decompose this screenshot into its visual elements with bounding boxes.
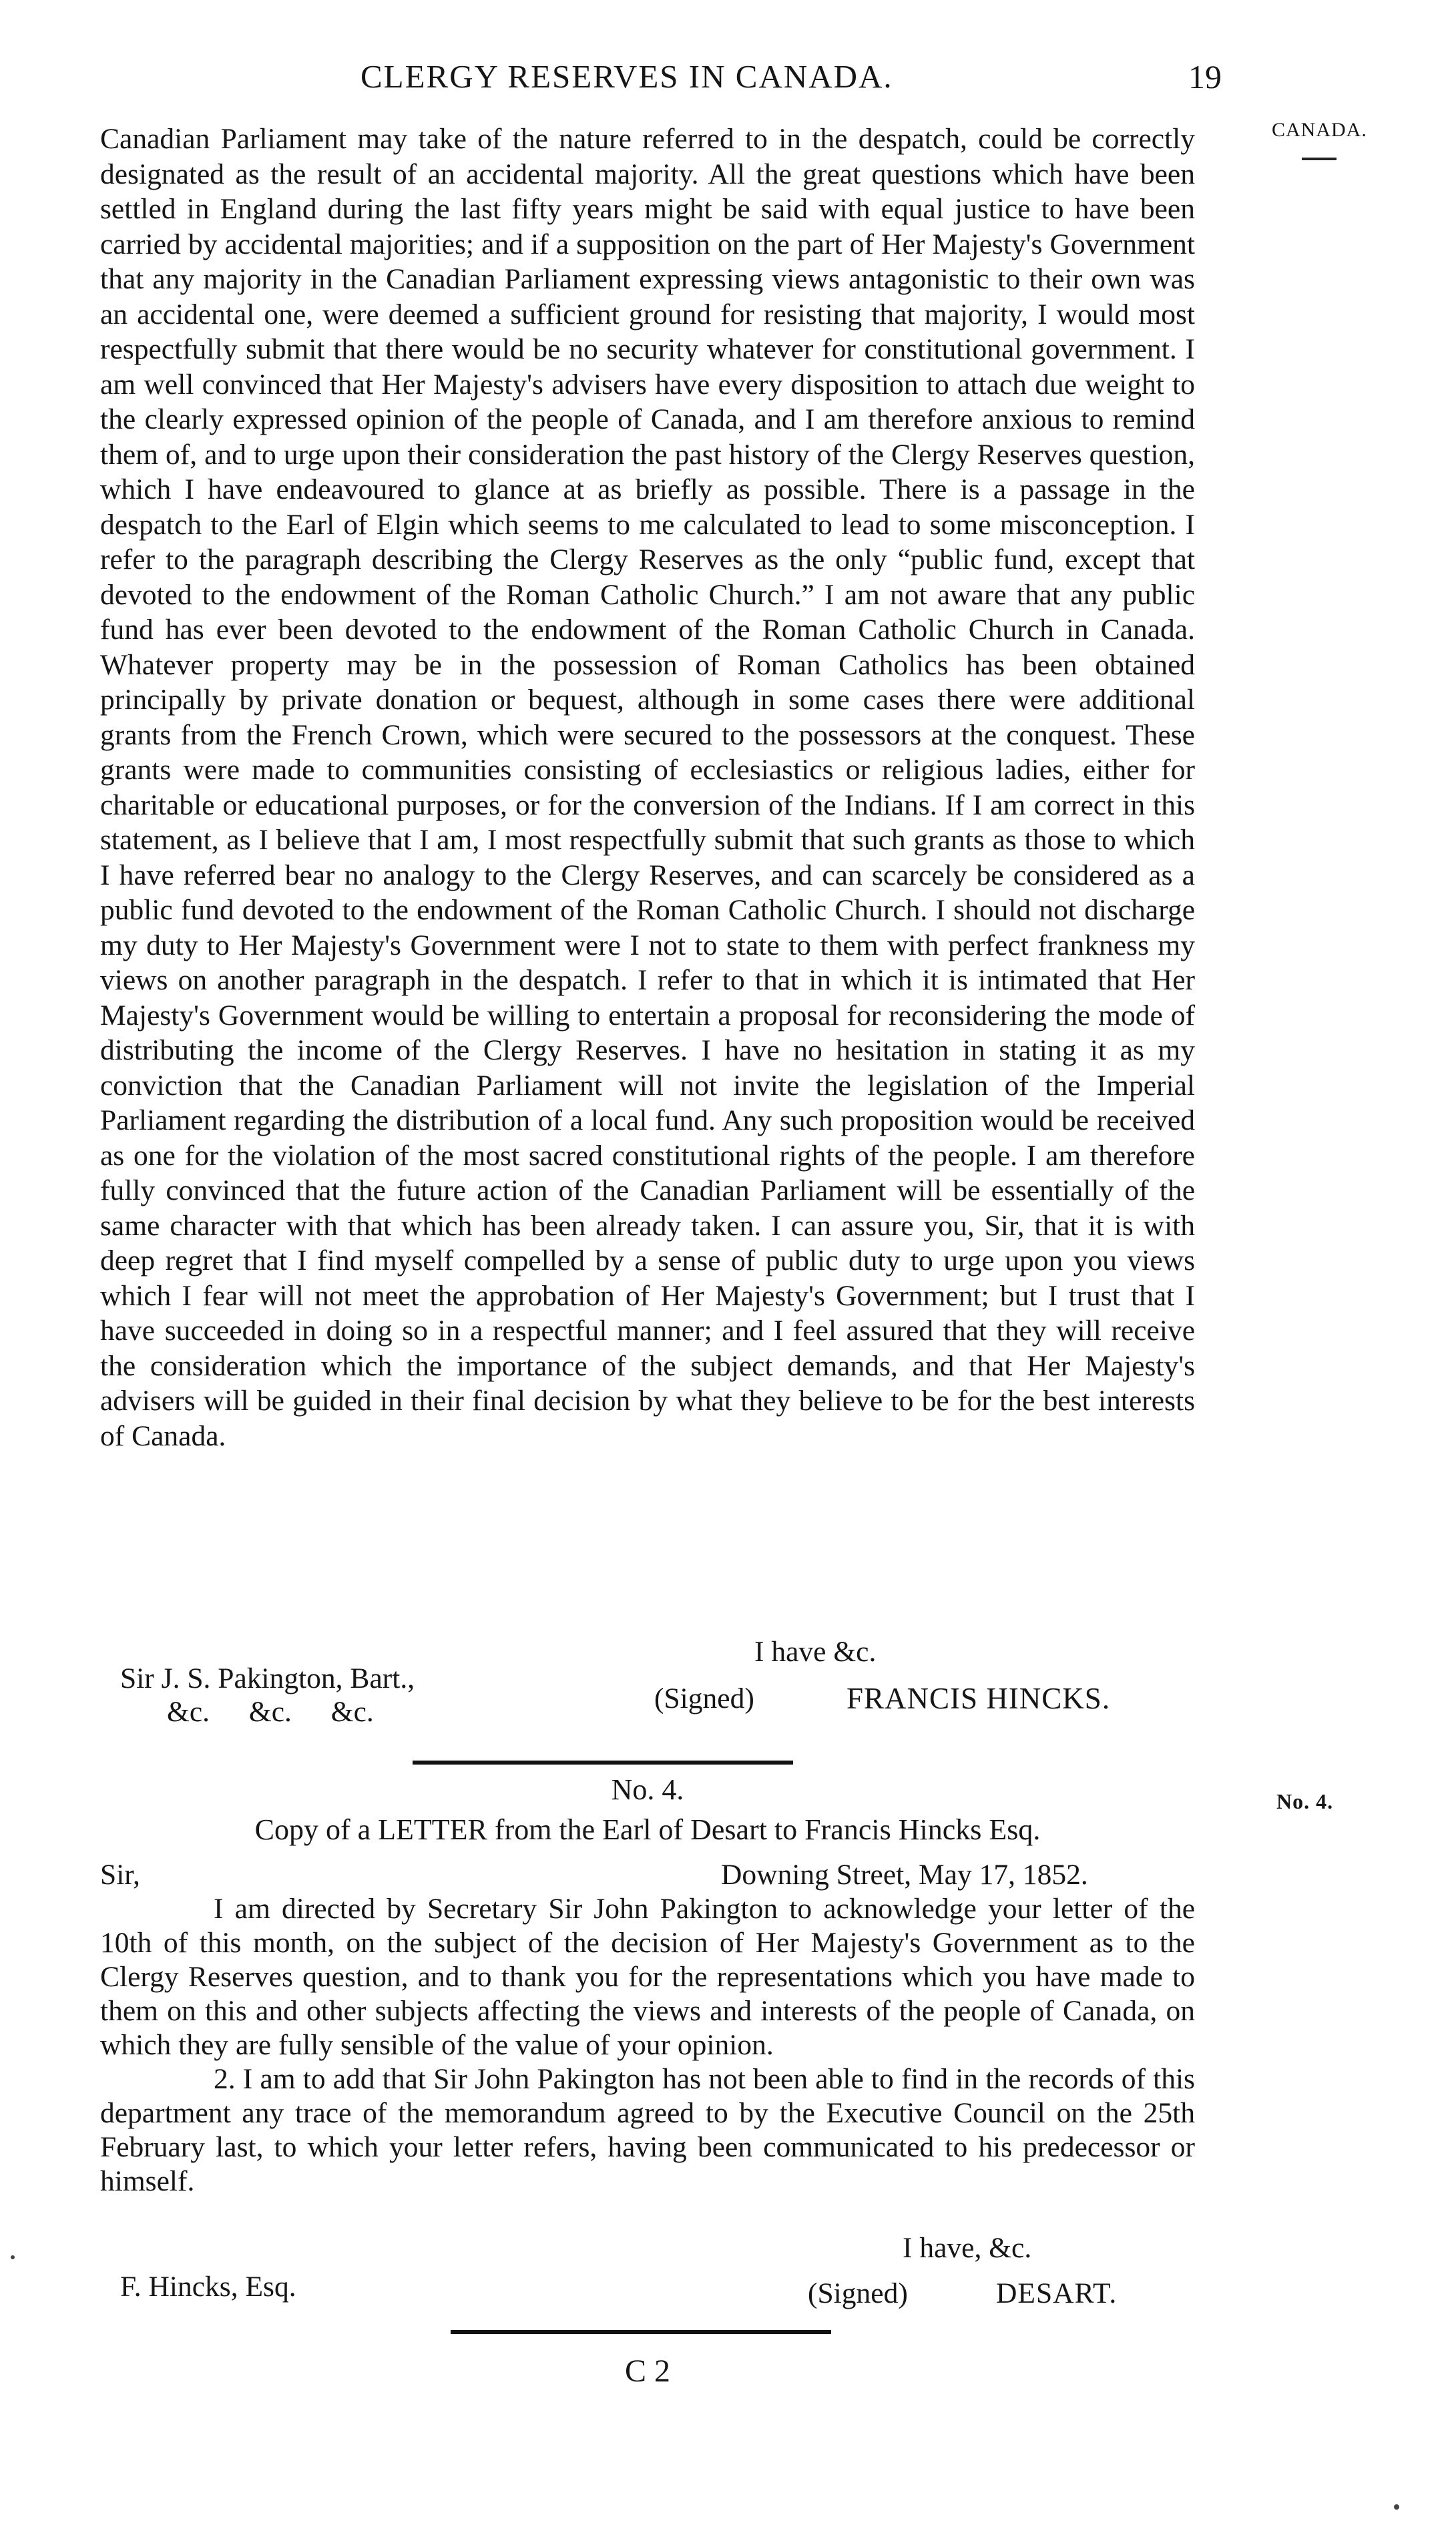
printer-signature-mark: C 2 <box>624 2353 670 2389</box>
margin-note-canada: CANADA. <box>1272 119 1367 141</box>
letter-two-salutation: Sir, <box>100 1859 140 1891</box>
letter-one-signer: FRANCIS HINCKS. <box>846 1682 1111 1715</box>
letter-two-paragraph-1: I am directed by Secretary Sir John Pakington to acknowledge your letter of the 10th of this month, on the subject of the decision of Her Majesty's Government as to the Clergy Reserves question, and to thank you for the representations which you have made to them on this and other subjects affecting the views and interests of the people of Canada, on which they are fully sensible of the value of your opinion. <box>100 1893 1195 2061</box>
letter-two-signer: DESART. <box>996 2277 1118 2309</box>
closing-divider <box>451 2330 831 2334</box>
letter-one-signed-label: (Signed) <box>654 1682 754 1714</box>
letter-two-closing <box>100 2231 1195 2318</box>
letter-one-closing-phrase: I have &c. <box>754 1636 877 1668</box>
margin-note-rule <box>1302 158 1337 160</box>
letter-two-heading: Copy of a LETTER from the Earl of Desart to Francis Hincks Esq. <box>254 1813 1041 1846</box>
letter-one-paragraph: Canadian Parliament may take of the nature referred to in the despatch, could be correctly designated as the result of an accidental majority. All the great questions which have been settled in England during the last fifty years might be said with equal justice to have been carried by accidental majorities; and if a supposition on the part of Her Majesty's Government that any majority in the Canadian Parliament expressing views antagonistic to their own was an accidental one, were deemed a sufficient ground for resisting that majority, I would most respectfully submit that there would be no security whatever for constitutional government. I am well convinced that Her Majesty's advisers have every disposition to attach due weight to the clearly expressed opinion of the people of Canada, and I am therefore anxious to remind them of, and to urge upon their consideration the past history of the Clergy Reserves question, which I have endeavoured to glance at as briefly as possible. There is a passage in the despatch to the Earl of Elgin which seems to me calculated to lead to some misconception. I refer to the paragraph describing the Clergy Reserves as the only “public fund, except that devoted to the endowment of the Roman Catholic Church.” I am not aware that any public fund has ever been devoted to the endowment of the Roman Catholic Church in Canada. Whatever property may be in the possession of Roman Catholics has been obtained principally by private donation or bequest, although in some cases there were additional grants from the French Crown, which were secured to the possessors at the conquest. These grants were made to communities consisting of ecclesiastics or religious ladies, either for charitable or educational purposes, or for the conversion of the Indians. If I am correct in this statement, as I believe that I am, I most respectfully submit that such grants as those to which I have referred bear no analogy to the Clergy Reserves, and can scarcely be considered as a public fund devoted to the endowment of the Roman Catholic Church. I should not discharge my duty to Her Majesty's Government were I not to state to them with perfect frankness my views on another paragraph in the despatch. I refer to that in which it is intimated that Her Majesty's Government would be willing to entertain a proposal for reconsidering the mode of distributing the income of the Clergy Reserves. I have no hesitation in stating it as my conviction that the Canadian Parliament will not invite the legislation of the Imperial Parliament regarding the distribution of a local fund. Any such proposition would be received as one for the violation of the most sacred constitutional rights of the people. I am therefore fully convinced that the future action of the Canadian Parliament will be essentially of the same character with that which has been already taken. I can assure you, Sir, that it is with deep regret that I find myself compelled by a sense of public duty to urge upon you views which I fear will not meet the approbation of Her Majesty's Government; but I trust that I have succeeded in doing so in a respectful manner; and I feel assured that they will receive the consideration which the importance of the subject demands, and that Her Majesty's advisers will be guided in their final decision by what they believe to be for the best interests of Canada. <box>100 123 1195 1452</box>
letter-one-addressee-etc: &c. &c. &c. <box>167 1696 374 1728</box>
letter-two-place-date: Downing Street, May 17, 1852. <box>721 1859 1088 1891</box>
scan-speck <box>11 2255 15 2259</box>
letter-two-closing-phrase: I have, &c. <box>903 2232 1032 2264</box>
running-title: CLERGY RESERVES IN CANADA. <box>360 58 893 95</box>
document-number: No. 4. <box>611 1773 684 1806</box>
letter-one-closing <box>100 1636 1195 1749</box>
scan-speck <box>1394 2504 1399 2510</box>
margin-note-no-4: No. 4. <box>1276 1789 1334 1813</box>
letter-two-signed-label: (Signed) <box>808 2277 908 2309</box>
letter-two-body <box>100 1892 1195 2199</box>
letter-one-addressee: Sir J. S. Pakington, Bart., <box>120 1662 415 1694</box>
running-head <box>360 57 1222 111</box>
letter-one-body <box>100 122 1195 1453</box>
letter-two-paragraph-2: 2. I am to add that Sir John Pakington has not been able to find in the records of this department any trace of the memorandum agreed to by the Executive Council on the 25th February last, to which your letter refers, having been communicated to his predecessor or himself. <box>100 2063 1195 2197</box>
page-number: 19 <box>1188 58 1222 95</box>
letter-two-addressee: F. Hincks, Esq. <box>120 2271 296 2303</box>
section-divider <box>413 1761 793 1765</box>
